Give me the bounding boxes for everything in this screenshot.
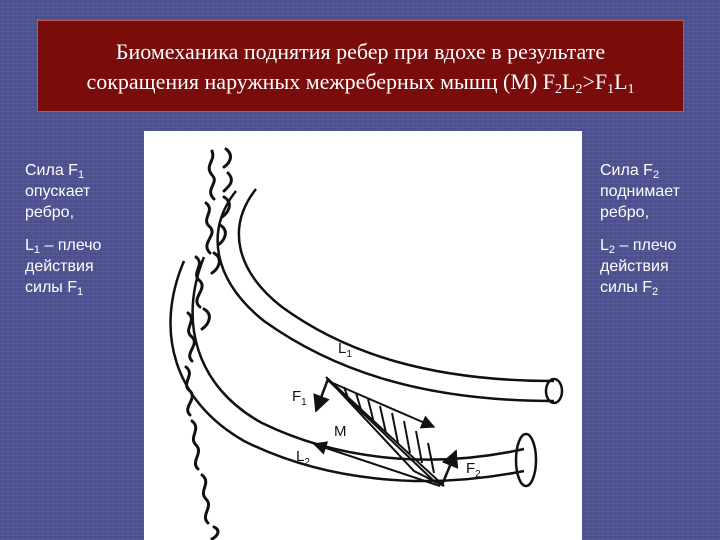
label-F1: $F_1$ — [292, 388, 307, 408]
rib-diagram — [144, 131, 582, 540]
label-M: M — [334, 423, 347, 440]
left-description — [25, 160, 145, 310]
right-description — [600, 160, 710, 310]
left-force-block: Сила $F_1$ опускает ребро, — [25, 162, 91, 221]
ribs — [171, 189, 563, 486]
label-F2: $F_2$ — [466, 460, 481, 480]
label-L1: $L_1$ — [338, 340, 352, 360]
lever-arms — [314, 381, 440, 486]
right-arm-block: $L_2$ – плечо действия силы $F_2$ — [600, 237, 677, 298]
right-force-block: Сила $F_2$ поднимает ребро, — [600, 162, 680, 221]
rib-biomechanics-figure — [144, 131, 582, 540]
left-arm-block: $L_1$ – плечо действия силы $F_1$ — [25, 237, 102, 298]
label-L2: $L_2$ — [296, 448, 310, 468]
slide-title — [37, 20, 684, 112]
title-line-1: Биомеханика поднятия ребер при вдохе в результате — [115, 39, 606, 64]
title-line-2: сокращения наружных межреберных мышц (M) $F_2L_2>F_1L_1$ — [86, 69, 635, 97]
